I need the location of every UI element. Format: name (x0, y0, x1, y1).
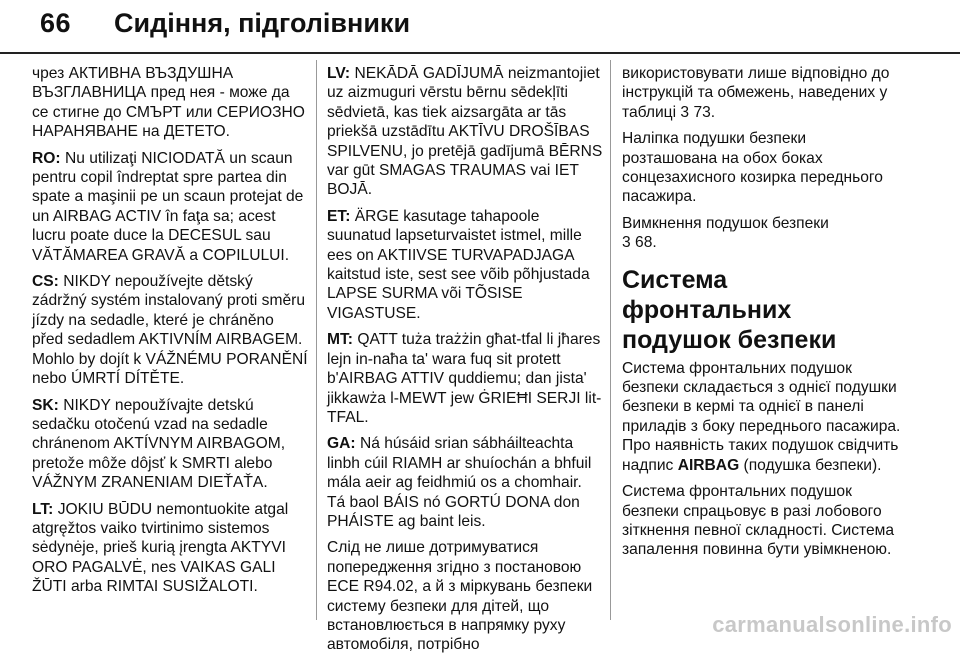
paragraph: Вимкнення подушок безпеки 3 68. (622, 214, 829, 252)
paragraph: RO: Nu utilizaţi NICIODATĂ un scaun pentru copil îndreptat spre partea din spate a maşinii pe un scaun protejat de un AIRBAG ACTIV în faţa sa; acest lucru poate duce la DECESUL sau VĂTĂMAREA GRAVĂ a COPILULUI. (32, 149, 304, 264)
paragraph: Слід не лише дотримуватися попередження згідно з постановою ECE R94.02, а й з міркувань безпеки систему безпеки для дітей, що встановлюється в напрямку руху автомобіля, потрібно (327, 539, 593, 654)
paragraph: CS: NIKDY nepoužívejte dětský zádržný systém instalovaný proti směru jízdy na sedadle, které je chráněno před sedadlem AKTIVNÍM AIRBAGEM. Mohlo by dojít k VÁŽNÉMU PORANĚNÍ nebo ÚMRTÍ DÍTĚTE. (32, 273, 308, 388)
airbag-label: AIRBAG (677, 456, 740, 474)
column-divider (316, 60, 317, 620)
section-heading: Система фронтальних подушок безпеки (622, 265, 837, 354)
column-divider (610, 60, 611, 620)
header-rule (0, 52, 960, 54)
paragraph: Наліпка подушки безпеки розташована на обох боках сонцезахисного козирка переднього пасажира. (622, 130, 883, 206)
page-ref-icon: 3 (622, 234, 631, 252)
paragraph: LT: JOKIU BŪDU nemontuokite atgal atgręžtos vaiko tvirtinimo sistemos sėdynėje, prieš kurią įrengta AKTYVI ORO PAGALVĖ, nes VAIKAS GALI ŽŪTI arba RIMTAI SUSIŽALOTI. (32, 500, 289, 596)
language-label: CS: (32, 273, 59, 291)
language-label: LT: (32, 500, 54, 518)
language-label: LV: (327, 65, 351, 82)
paragraph: LV: NEKĀDĀ GADĪJUMĀ neizmantojiet uz aizmuguri vērstu bērnu sēdekļīti sēdvietā, kas tiek aizsargāta ar tās priekšā uzstādītu AKTĪVU DROŠĪBAS SPILVENU, jo pretējā gadījumā BĒRNS var gūt SMAGAS TRAUMAS vai IET BOJĀ. (327, 65, 603, 199)
page-ref-link[interactable]: 73. (693, 103, 716, 121)
page-title: Сидіння, підголівники (114, 8, 411, 38)
language-label: GA: (327, 435, 356, 453)
paragraph: MT: QATT tuża trażżin għat-tfal li jħares lejn in-naħa ta' wara fuq sit protett b'AIRBAG ATTIV quddiemu; dan jista' jikkawża l-MEWT jew ĠRIEĦI SERJI lit-TFAL. (327, 331, 602, 426)
paragraph: ET: ÄRGE kasutage tahapoole suunatud lapseturvaistet istmel, mille ees on AKTIIVSE TURVAPADJAGA kaitstud iste, sest see võib põhjustada LAPSE SURMA või TÕSISE VIGASTUSE. (327, 207, 590, 322)
language-label: ET: (327, 207, 351, 225)
paragraph: використовувати лише відповідно до інструкцій та обмежень, наведених у таблиці 3 73. (622, 65, 890, 121)
page-ref-link[interactable]: 68. (635, 234, 657, 252)
language-label: RO: (32, 149, 61, 167)
paragraph: Система фронтальних подушок безпеки спрацьовує в разі лобового зіткнення певної складності. Система запалення повинна бути увімкненою. (622, 483, 895, 559)
watermark: carmanualsonline.info (712, 612, 952, 637)
page-ref-icon: 3 (680, 103, 690, 121)
language-label: SK: (32, 396, 59, 414)
language-label: MT: (327, 331, 353, 349)
paragraph: GA: Ná húsáid srian sábháilteachta linbh cúil RIAMH ar shuíochán a bhfuil mála aeir ag feidhmiú os a chomhair. Tá baol BÁIS nó GORTÚ DONA don PHÁISTE ag baint leis. (327, 435, 592, 530)
paragraph: чрез АКТИВНА ВЪЗДУШНА ВЪЗГЛАВНИЦА пред нея - може да се стигне до СМЪРТ или СЕРИОЗНО НАРАНЯВАНЕ на ДЕТЕТО. (32, 65, 305, 141)
paragraph: SK: NIKDY nepoužívajte detskú sedačku otočenú vzad na sedadle chránenom AKTÍVNYM AIRBAGOM, pretože môže dôjsť k SMRTI alebo VÁŽNYM ZRANENIAM DIEŤAŤA. (32, 396, 286, 492)
paragraph: Система фронтальних подушок безпеки складається з однієї подушки безпеки в кермі та однієї в панелі приладів з боку переднього пасажира. Про наявність таких подушок свідчить надпис AIRBAG (подушка безпеки). (622, 359, 901, 474)
column-3 (622, 64, 902, 567)
page-header (0, 0, 960, 52)
page-number: 66 (40, 8, 72, 38)
column-1 (32, 64, 308, 604)
column-2 (327, 64, 603, 662)
